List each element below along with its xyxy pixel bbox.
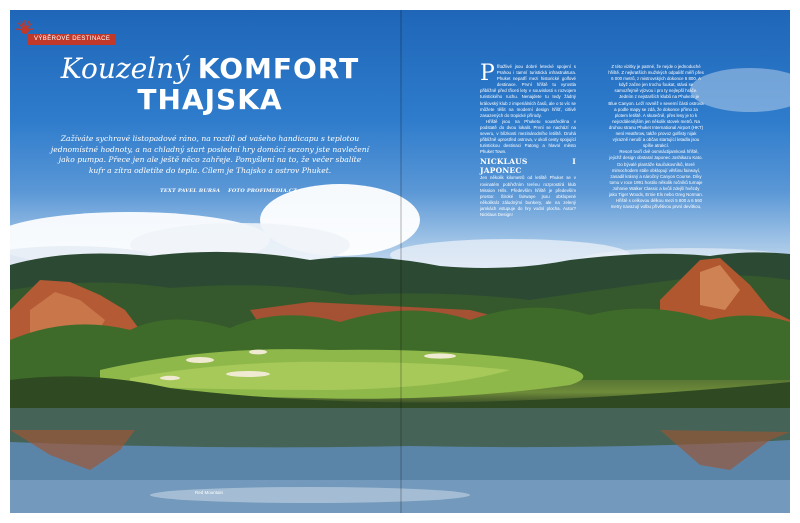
paragraph: Jedním z nejstarších klubů na Phuketu je Blue Canyon. Leží rovněž v severní části ostrova a podle mapy se zdá, že dokonce přímo za plotem letiště. A skutečně, přes lesy je to k nejvzdálenějším jen několik stovek metrů. Na druhou stranu Phuket International Airport (HKT) není Heathrow, takže provoz golfisty nijak výrazně neruší a občas startující letadla jsou spíše atrakcí.: [608, 94, 704, 149]
title-second-line: THAJSKA: [137, 83, 283, 116]
photo-caption: Red Mountain: [195, 490, 224, 495]
title-bold-word: KOMFORT: [197, 52, 360, 85]
article-credits: [160, 188, 340, 194]
article-column-1: [480, 61, 576, 218]
paragraph: Přítažlivé jsou dobré letecké spojení s Prahou i tamní turistická infrastruktura. Phuket nepatří mezi historické golfové destinace. První hřiště tu vyrostla přibližně před třiceti lety v souvislosti s rozvojem turistického ruchu. Nenajdete tu tedy žádný královský klub z imperiálních časů, ale o to víc se můžete těšit na moderní design hřišť, citlivě zasazených do tropické přírody.: [480, 61, 576, 118]
title-italic-word: Kouzelný: [60, 52, 190, 85]
paragraph: Resort tvoří dvě osmnáctijamková hřiště, jejichž design obstaral Japonec Joshikazu Kato. Do bývalé plantáže kaučukovníků, které mimochodem stále obklopují většinu fairwayí, zasadil krásný a náročný Canyon Course. Díky tomu v roce 1991 hostilo několik ročníků turnaje Johnnie Walker Classic a kvůli zdejší hvězdy jako Tiger Woods, Ernie Els nebo Greg Norman.: [609, 149, 703, 197]
paragraph: Hřiště s celkovou délkou mezi 5 800 a 6 560 metry navazují volbu přívětivou první devítkou,: [610, 198, 703, 210]
drop-cap: P: [480, 61, 495, 86]
article-lead: Zažíváte sychravé listopadové ráno, na rozdíl od vašeho handicapu s teplotou jednomístné hodnoty, a na chladný start poslední hry domácí sezony jste navlečení jako pumpa. Přece jen ale ještě něco zahřeje. Pomyšlení na to, že večer sbalíte kufr a zítra odletíte do tepla. Cílem je Thajsko a ostrov Phuket.: [50, 134, 370, 175]
paragraph: Jen několik kilometrů od letiště Phuket se v rovinatém pobřežním terénu rozprostírá klub Mission Hills. Především hřiště je především prostor. Široké fairwaye jsou obklopené několikrát záludnými bunkery, ale na zelený jamkách vstupuje do hry vodní plocha. Autor? Nicklaus Design!: [480, 175, 576, 217]
paragraph: Hřiště jsou na Phuketu soustředěna v podstatě do dvou lokalit. První se nachází na severu, v blízkosti mezinárodního letiště. Druhá přibližně uprostřed ostrova, v okolí cesty spojující turistickou destinaci Patong a hlavní město Phuket Town.: [480, 118, 576, 155]
magazine-spread: [10, 10, 790, 513]
article-title: [50, 54, 370, 116]
article-column-2: [608, 64, 704, 210]
section-label: VÝBĚROVÉ DESTINACE: [28, 34, 116, 45]
subheading: NICKLAUS I JAPONEC: [480, 157, 576, 176]
spread-gutter: [400, 10, 402, 513]
paragraph: Z této vizitky je patrné, že nejde o jednoduché hřiště. Z nejkratších mužských odpališť měří přes 6 000 metrů, z mistrovských dokonce 6 800. A když začne jen trochu foukat, stává se samozřejmě výzvou i pro ty nejlepší hráče.: [608, 64, 704, 94]
text-credit: TEXT PAVEL BURSA: [160, 188, 221, 194]
photo-credit: FOTO PROFIMEDIA.CZ: [228, 188, 297, 194]
